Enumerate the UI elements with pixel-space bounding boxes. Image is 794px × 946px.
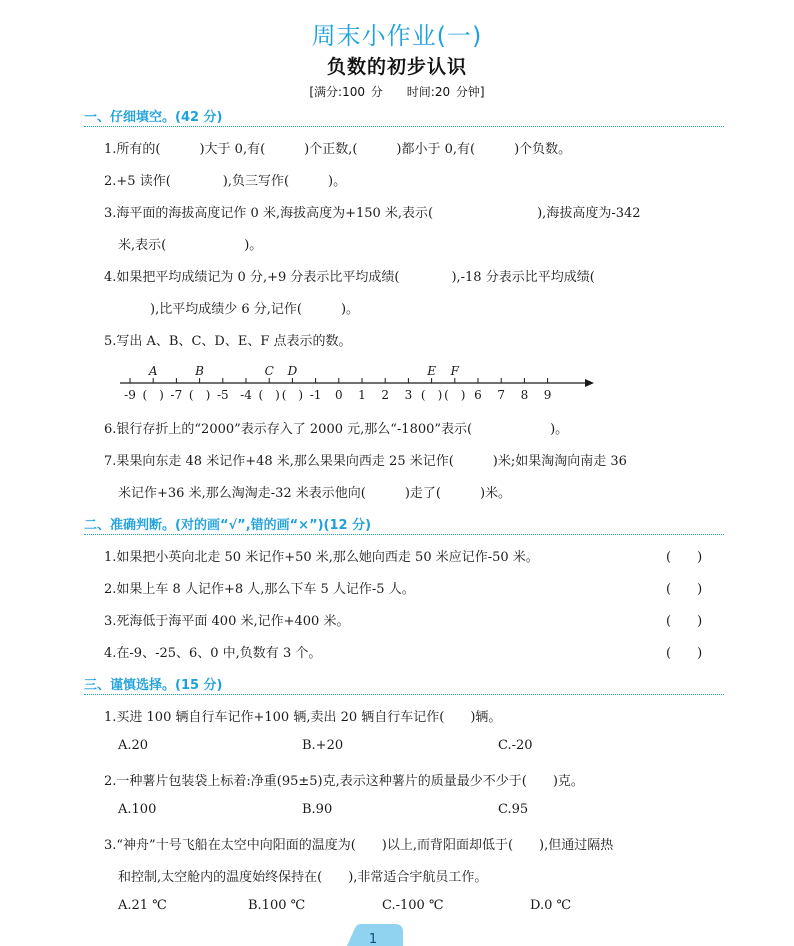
number-line-tick-label: -7 bbox=[170, 388, 183, 402]
number-line-arrow-icon bbox=[585, 379, 594, 387]
number-line-tick-label: -1 bbox=[309, 388, 322, 402]
choice-2-option-b[interactable]: B.90 bbox=[302, 802, 333, 817]
worksheet-title: 周末小作业(一) bbox=[311, 22, 483, 50]
number-line-tick-label: 9 bbox=[543, 388, 552, 402]
section-heading-fill-in: 一、仔细填空。(42 分) bbox=[84, 110, 223, 125]
number-line-tick-label: 6 bbox=[474, 388, 482, 402]
choice-3-option-b[interactable]: B.100 ℃ bbox=[248, 898, 306, 913]
judgement-answer-4[interactable]: ( ) bbox=[666, 646, 703, 661]
number-line-point-c: C bbox=[264, 364, 274, 378]
judgement-answer-3[interactable]: ( ) bbox=[666, 614, 703, 629]
number-line-point-e: E bbox=[427, 364, 436, 378]
number-line-tick-label: -9 bbox=[124, 388, 136, 402]
judgement-item-4: 4.在-9、-25、6、0 中,负数有 3 个。 bbox=[104, 646, 322, 661]
page-number: 1 bbox=[368, 932, 378, 946]
choice-question-2: 2.一种薯片包装袋上标着:净重(95±5)克,表示这种薯片的质量最少不少于( )克。 bbox=[104, 774, 584, 789]
choice-1-option-b[interactable]: B.+20 bbox=[302, 738, 344, 753]
choice-1-option-a[interactable]: A.20 bbox=[118, 738, 149, 753]
score-time-info: [满分:100 分 时间:20 分钟] bbox=[309, 85, 485, 99]
judgement-item-2: 2.如果上车 8 人记作+8 人,那么下车 5 人记作-5 人。 bbox=[104, 582, 415, 597]
question-1-1: 1.所有的( )大于 0,有( )个正数,( )都小于 0,有( )个负数。 bbox=[104, 142, 572, 157]
number-line-point-d: D bbox=[287, 364, 298, 378]
choice-question-1: 1.买进 100 辆自行车记作+100 辆,卖出 20 辆自行车记作( )辆。 bbox=[104, 710, 502, 725]
worksheet-subtitle: 负数的初步认识 bbox=[326, 56, 467, 78]
page-number-badge bbox=[345, 922, 405, 946]
number-line-point-f: F bbox=[450, 364, 459, 378]
number-line-tick-label: -4 bbox=[240, 388, 252, 402]
question-1-4-line2: ),比平均成绩少 6 分,记作( )。 bbox=[150, 302, 360, 317]
question-1-4-line1: 4.如果把平均成绩记为 0 分,+9 分表示比平均成绩( ),-18 分表示比平均成绩( bbox=[104, 270, 595, 285]
number-line-point-a: A bbox=[148, 364, 158, 378]
section-heading-choice: 三、谨慎选择。(15 分) bbox=[84, 678, 223, 693]
section-divider bbox=[84, 126, 724, 127]
number-line-blank[interactable]: ( ) bbox=[444, 388, 466, 402]
number-line-blank[interactable]: ( ) bbox=[142, 388, 164, 402]
judgement-item-1: 1.如果把小英向北走 50 米记作+50 米,那么她向西走 50 米应记作-50 米。 bbox=[104, 550, 539, 565]
judgement-item-3: 3.死海低于海平面 400 米,记作+400 米。 bbox=[104, 614, 350, 629]
question-1-5: 5.写出 A、B、C、D、E、F 点表示的数。 bbox=[104, 334, 352, 349]
number-line-tick-label: 8 bbox=[520, 388, 529, 402]
number-line-point-b: B bbox=[195, 364, 205, 378]
number-line-tick-label: 7 bbox=[497, 388, 506, 402]
section-divider bbox=[84, 534, 724, 535]
choice-3-option-c[interactable]: C.-100 ℃ bbox=[382, 898, 444, 913]
number-line-tick-label: 1 bbox=[358, 388, 366, 402]
number-line bbox=[118, 358, 598, 406]
number-line-blank[interactable]: ( ) bbox=[420, 388, 443, 402]
question-1-3-line2: 米,表示( )。 bbox=[118, 238, 263, 253]
question-1-3-line1: 3.海平面的海拔高度记作 0 米,海拔高度为+150 米,表示( ),海拔高度为-342 bbox=[104, 206, 641, 221]
section-divider bbox=[84, 694, 724, 695]
number-line-tick-label: -5 bbox=[216, 388, 229, 402]
choice-3-option-d[interactable]: D.0 ℃ bbox=[530, 898, 572, 913]
number-line-tick-label: 3 bbox=[404, 388, 413, 402]
question-1-7-line1: 7.果果向东走 48 米记作+48 米,那么果果向西走 25 米记作( )米;如果淘淘向南走 36 bbox=[104, 454, 627, 469]
number-line-blank[interactable]: ( ) bbox=[188, 388, 211, 402]
judgement-answer-2[interactable]: ( ) bbox=[666, 582, 703, 597]
choice-question-3-line1: 3.“神舟”十号飞船在太空中向阳面的温度为( )以上,而背阳面却低于( ),但通过隔热 bbox=[104, 838, 614, 853]
number-line-tick-label: 2 bbox=[381, 388, 390, 402]
choice-3-option-a[interactable]: A.21 ℃ bbox=[118, 898, 167, 913]
question-1-6: 6.银行存折上的“2000”表示存入了 2000 元,那么“-1800”表示( )。 bbox=[104, 422, 569, 437]
number-line-blank[interactable]: ( ) bbox=[281, 388, 304, 402]
number-line-blank[interactable]: ( ) bbox=[258, 388, 280, 402]
choice-2-option-a[interactable]: A.100 bbox=[118, 802, 157, 817]
choice-2-option-c[interactable]: C.95 bbox=[498, 802, 529, 817]
number-line-tick-label: 0 bbox=[334, 388, 343, 402]
section-heading-judgement: 二、准确判断。(对的画“√”,错的画“×”)(12 分) bbox=[84, 518, 372, 533]
choice-1-option-c[interactable]: C.-20 bbox=[498, 738, 533, 753]
question-1-2: 2.+5 读作( ),负三写作( )。 bbox=[104, 174, 347, 189]
judgement-answer-1[interactable]: ( ) bbox=[666, 550, 703, 565]
choice-question-3-line2: 和控制,太空舱内的温度始终保持在( ),非常适合宇航员工作。 bbox=[118, 870, 488, 885]
question-1-7-line2: 米记作+36 米,那么淘淘走-32 米表示他向( )走了( )米。 bbox=[118, 486, 512, 501]
